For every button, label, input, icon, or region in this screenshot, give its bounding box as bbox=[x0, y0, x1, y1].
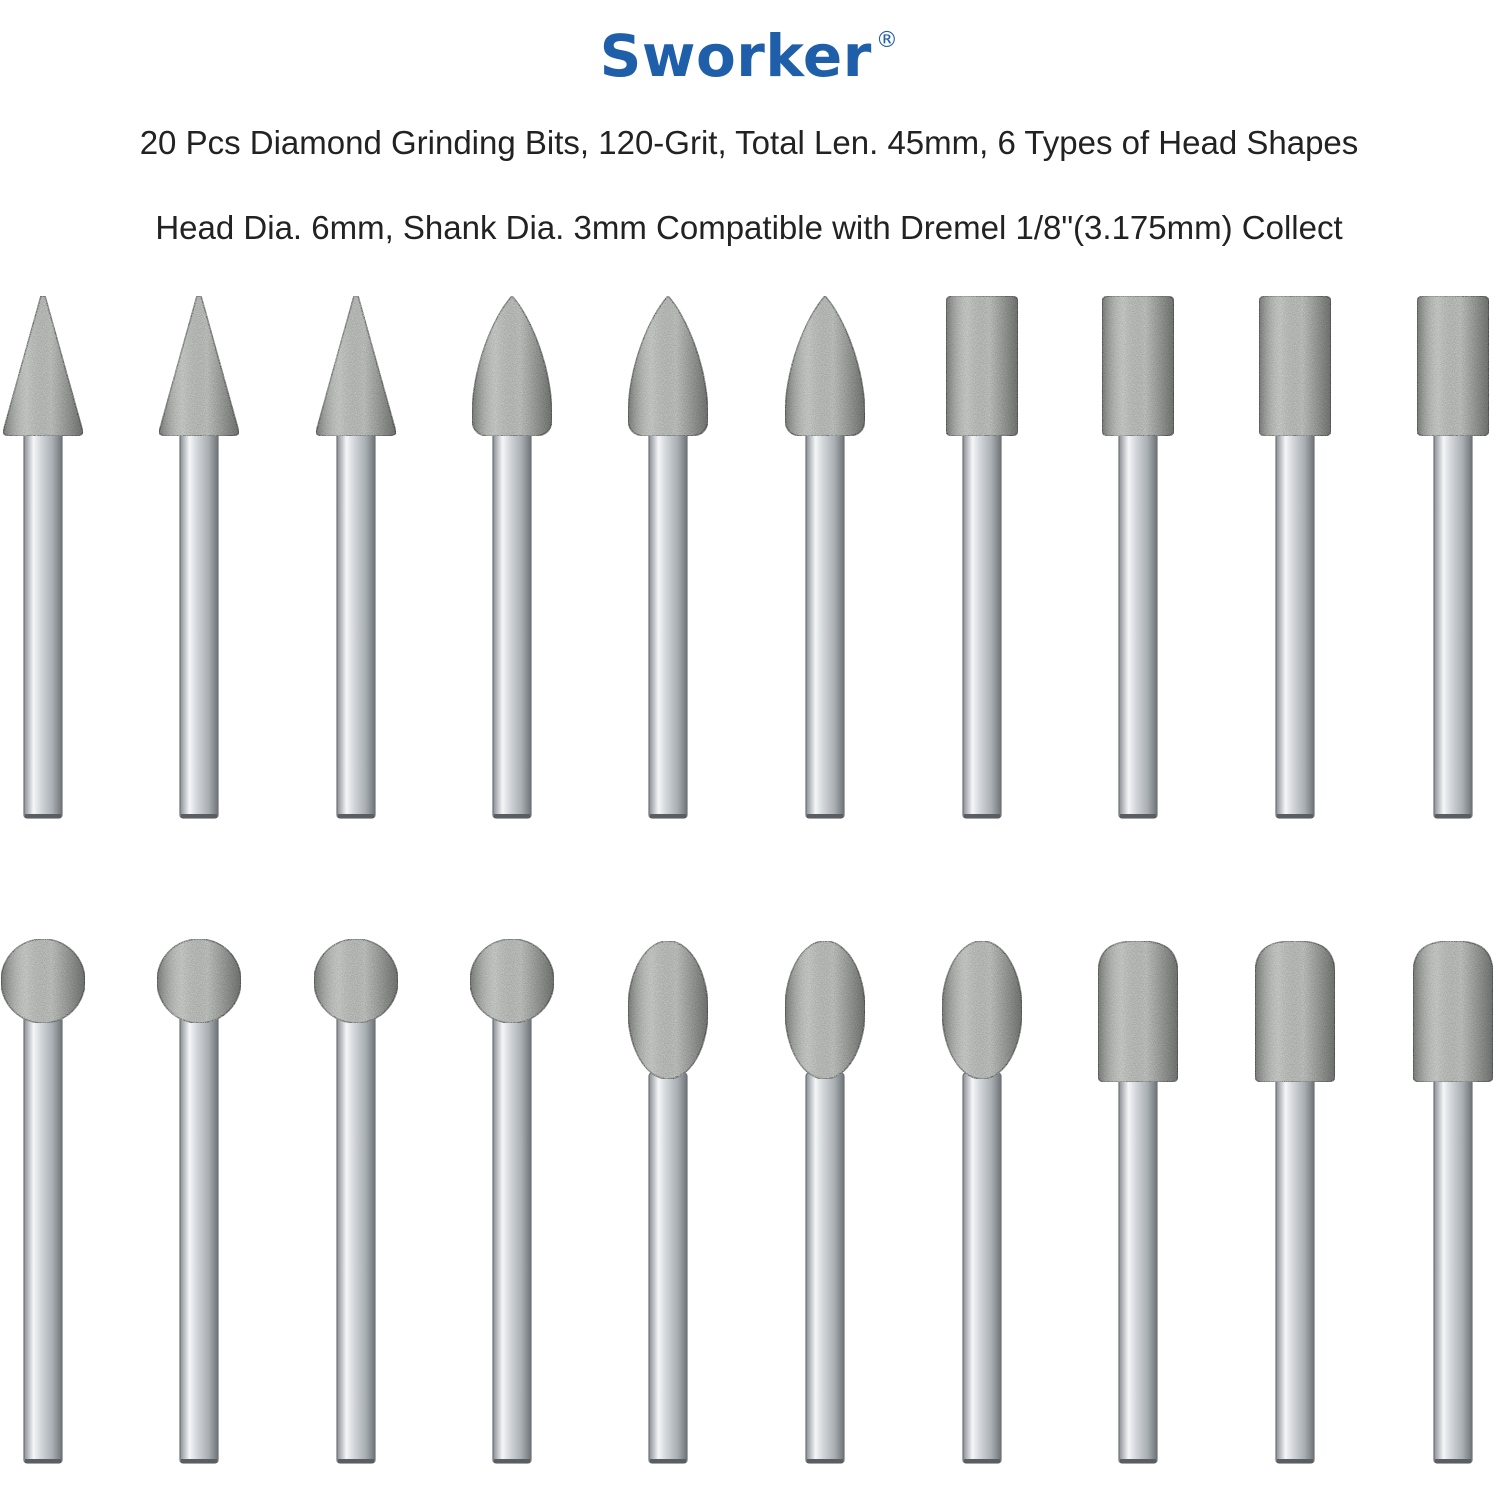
brand-name: Sworker bbox=[599, 22, 872, 90]
grinding-bit-round-cylinder bbox=[1255, 941, 1335, 1463]
grinding-bit-cylinder bbox=[1259, 296, 1331, 818]
grinding-bit-round-cylinder bbox=[1413, 941, 1493, 1463]
grinding-bit-round-cylinder bbox=[1098, 941, 1178, 1463]
grinding-bit-oval bbox=[785, 941, 865, 1463]
grinding-bit-ball bbox=[157, 939, 241, 1463]
product-title: 20 Pcs Diamond Grinding Bits, 120-Grit, Total Len. 45mm, 6 Types of Head Shapes bbox=[139, 124, 1359, 161]
grinding-bit-cylinder bbox=[946, 296, 1018, 818]
grinding-bit-cone bbox=[159, 296, 239, 818]
grinding-bit-cylinder bbox=[1102, 296, 1174, 818]
grinding-bit-ball bbox=[470, 939, 554, 1463]
grinding-bit-bullet bbox=[785, 296, 865, 818]
grinding-bit-cylinder bbox=[1417, 296, 1489, 818]
grinding-bit-cone bbox=[3, 296, 83, 818]
grinding-bit-ball bbox=[314, 939, 398, 1463]
grinding-bit-bullet bbox=[472, 296, 552, 818]
registered-mark: ® bbox=[875, 28, 899, 53]
grinding-bit-ball bbox=[1, 939, 85, 1463]
grinding-bit-cone bbox=[316, 296, 396, 818]
grinding-bit-oval bbox=[942, 941, 1022, 1463]
grinding-bit-oval bbox=[628, 941, 708, 1463]
grinding-bit-bullet bbox=[628, 296, 708, 818]
product-specs: Head Dia. 6mm, Shank Dia. 3mm Compatible with Dremel 1/8"(3.175mm) Collect bbox=[155, 209, 1343, 246]
